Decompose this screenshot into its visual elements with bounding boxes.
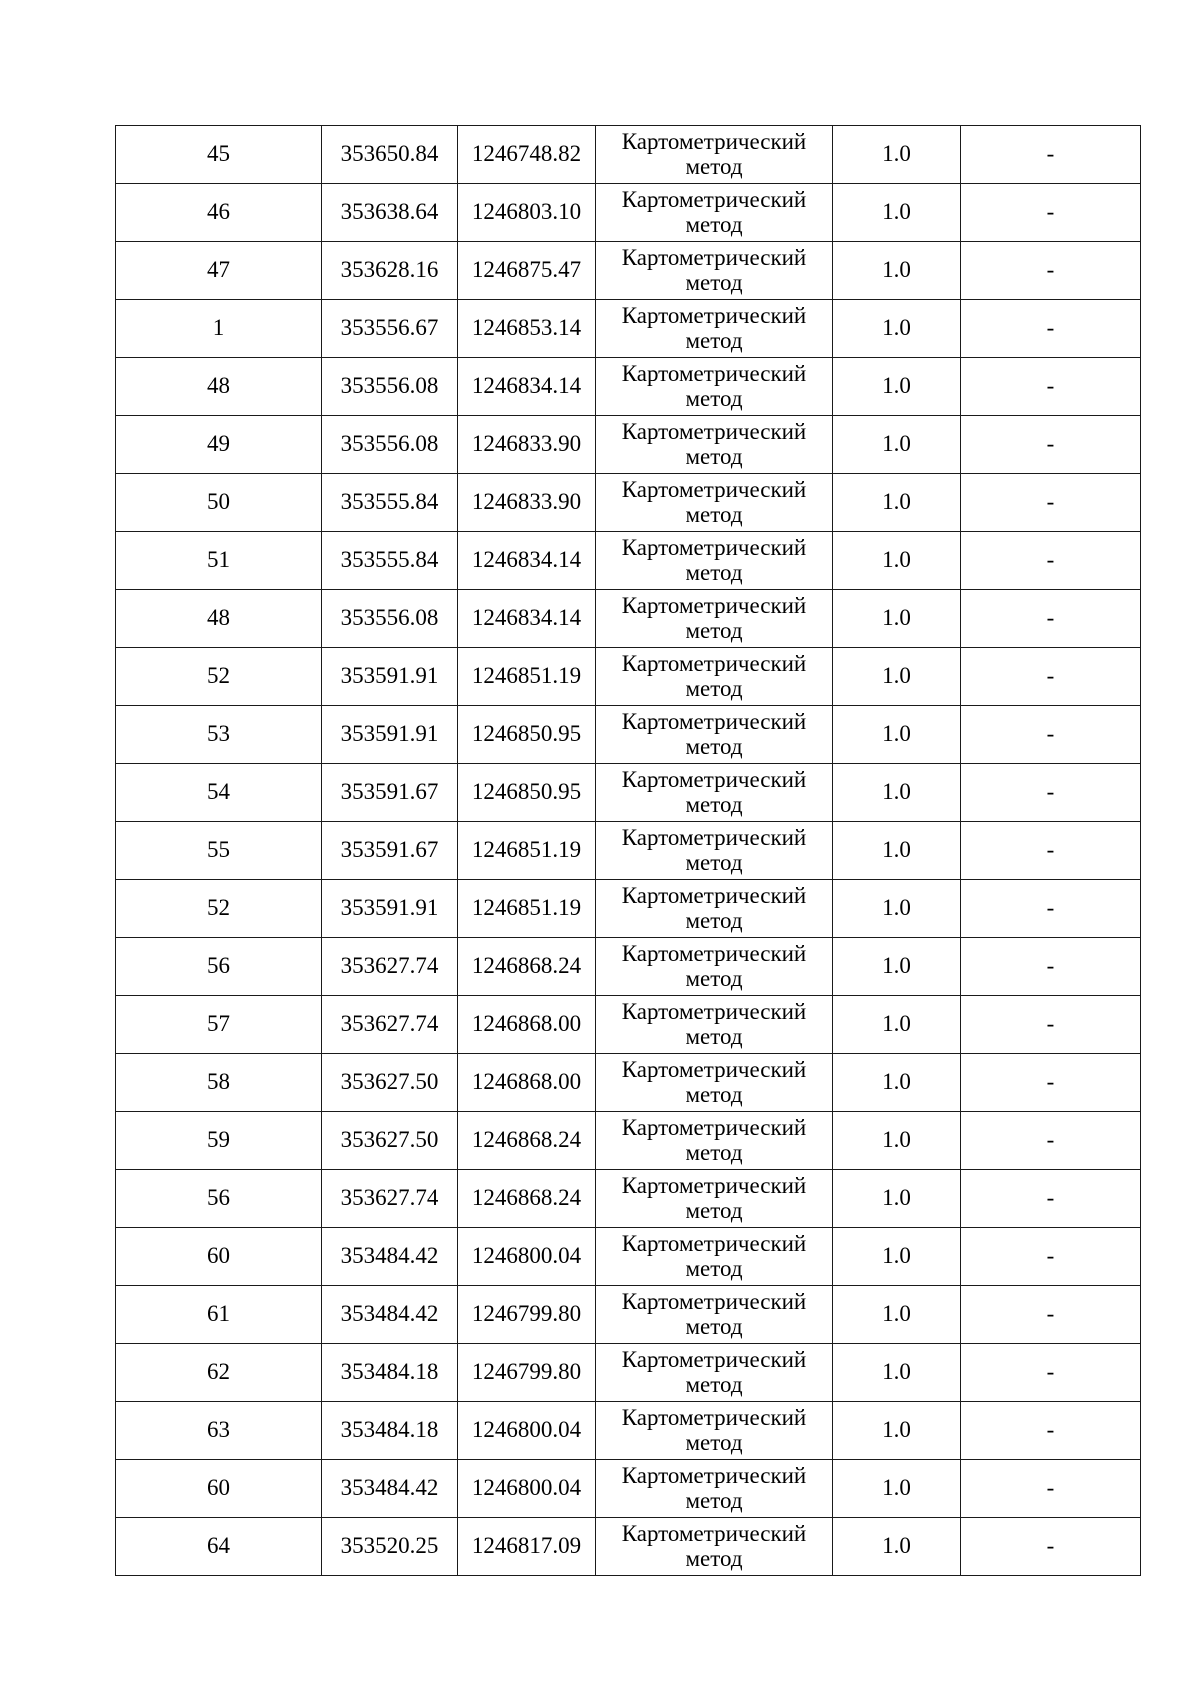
point-number-cell: 50	[116, 474, 322, 532]
y-coordinate-cell: 1246817.09	[458, 1518, 596, 1576]
x-coordinate-cell: 353555.84	[322, 474, 458, 532]
accuracy-cell: 1.0	[833, 996, 961, 1054]
method-cell	[596, 1112, 833, 1170]
x-coordinate-cell: 353484.18	[322, 1344, 458, 1402]
accuracy-cell: 1.0	[833, 1112, 961, 1170]
method-line-1: Картометрический	[621, 825, 807, 851]
method-line-2: метод	[685, 1081, 743, 1107]
accuracy-cell: 1.0	[833, 1402, 961, 1460]
x-coordinate-cell: 353484.42	[322, 1460, 458, 1518]
y-coordinate-cell: 1246800.04	[458, 1460, 596, 1518]
method-line-1: Картометрический	[621, 303, 807, 329]
table-row	[116, 358, 1141, 416]
x-coordinate-cell: 353591.91	[322, 706, 458, 764]
method-cell	[596, 1402, 833, 1460]
x-coordinate-cell: 353591.67	[322, 822, 458, 880]
table-row	[116, 184, 1141, 242]
method-line-2: метод	[685, 1023, 743, 1049]
x-coordinate-cell: 353591.91	[322, 880, 458, 938]
accuracy-cell: 1.0	[833, 1460, 961, 1518]
accuracy-cell: 1.0	[833, 184, 961, 242]
accuracy-cell: 1.0	[833, 474, 961, 532]
method-line-1: Картометрический	[621, 535, 807, 561]
method-line-2: метод	[685, 965, 743, 991]
table-row	[116, 1170, 1141, 1228]
y-coordinate-cell: 1246853.14	[458, 300, 596, 358]
method-cell	[596, 242, 833, 300]
method-line-2: метод	[685, 559, 743, 585]
method-cell	[596, 1170, 833, 1228]
method-cell	[596, 358, 833, 416]
table-row	[116, 474, 1141, 532]
table-row	[116, 996, 1141, 1054]
accuracy-cell: 1.0	[833, 416, 961, 474]
note-cell: -	[961, 358, 1141, 416]
note-cell: -	[961, 880, 1141, 938]
table-row	[116, 1402, 1141, 1460]
x-coordinate-cell: 353484.42	[322, 1286, 458, 1344]
method-cell	[596, 532, 833, 590]
point-number-cell: 56	[116, 938, 322, 996]
coordinates-table	[115, 125, 1141, 1576]
point-number-cell: 45	[116, 126, 322, 184]
y-coordinate-cell: 1246833.90	[458, 416, 596, 474]
note-cell: -	[961, 996, 1141, 1054]
table-row	[116, 300, 1141, 358]
accuracy-cell: 1.0	[833, 1518, 961, 1576]
x-coordinate-cell: 353520.25	[322, 1518, 458, 1576]
method-cell	[596, 416, 833, 474]
method-line-1: Картометрический	[621, 129, 807, 155]
accuracy-cell: 1.0	[833, 706, 961, 764]
accuracy-cell: 1.0	[833, 358, 961, 416]
accuracy-cell: 1.0	[833, 938, 961, 996]
y-coordinate-cell: 1246799.80	[458, 1286, 596, 1344]
y-coordinate-cell: 1246851.19	[458, 880, 596, 938]
method-line-1: Картометрический	[621, 477, 807, 503]
table-row	[116, 1228, 1141, 1286]
method-cell	[596, 184, 833, 242]
table-row	[116, 880, 1141, 938]
accuracy-cell: 1.0	[833, 300, 961, 358]
note-cell: -	[961, 1344, 1141, 1402]
method-line-2: метод	[685, 733, 743, 759]
x-coordinate-cell: 353650.84	[322, 126, 458, 184]
point-number-cell: 55	[116, 822, 322, 880]
y-coordinate-cell: 1246800.04	[458, 1228, 596, 1286]
point-number-cell: 64	[116, 1518, 322, 1576]
method-line-1: Картометрический	[621, 361, 807, 387]
note-cell: -	[961, 416, 1141, 474]
note-cell: -	[961, 764, 1141, 822]
x-coordinate-cell: 353556.08	[322, 590, 458, 648]
y-coordinate-cell: 1246834.14	[458, 590, 596, 648]
method-cell	[596, 822, 833, 880]
y-coordinate-cell: 1246834.14	[458, 532, 596, 590]
table-row	[116, 126, 1141, 184]
method-line-2: метод	[685, 211, 743, 237]
method-line-1: Картометрический	[621, 651, 807, 677]
x-coordinate-cell: 353627.50	[322, 1112, 458, 1170]
x-coordinate-cell: 353556.08	[322, 416, 458, 474]
method-line-1: Картометрический	[621, 1057, 807, 1083]
table-row	[116, 1054, 1141, 1112]
y-coordinate-cell: 1246868.00	[458, 996, 596, 1054]
table-row	[116, 1112, 1141, 1170]
method-cell	[596, 1460, 833, 1518]
method-line-2: метод	[685, 443, 743, 469]
method-line-2: метод	[685, 849, 743, 875]
accuracy-cell: 1.0	[833, 880, 961, 938]
accuracy-cell: 1.0	[833, 648, 961, 706]
note-cell: -	[961, 1402, 1141, 1460]
method-cell	[596, 1344, 833, 1402]
note-cell: -	[961, 126, 1141, 184]
method-cell	[596, 300, 833, 358]
table-row	[116, 1518, 1141, 1576]
method-line-1: Картометрический	[621, 419, 807, 445]
method-line-2: метод	[685, 385, 743, 411]
table-row	[116, 1344, 1141, 1402]
note-cell: -	[961, 184, 1141, 242]
method-line-2: метод	[685, 617, 743, 643]
note-cell: -	[961, 1112, 1141, 1170]
x-coordinate-cell: 353627.74	[322, 1170, 458, 1228]
y-coordinate-cell: 1246868.24	[458, 1170, 596, 1228]
point-number-cell: 51	[116, 532, 322, 590]
note-cell: -	[961, 590, 1141, 648]
note-cell: -	[961, 822, 1141, 880]
x-coordinate-cell: 353627.74	[322, 938, 458, 996]
x-coordinate-cell: 353591.91	[322, 648, 458, 706]
x-coordinate-cell: 353627.50	[322, 1054, 458, 1112]
y-coordinate-cell: 1246800.04	[458, 1402, 596, 1460]
method-line-1: Картометрический	[621, 709, 807, 735]
method-cell	[596, 764, 833, 822]
method-cell	[596, 1228, 833, 1286]
point-number-cell: 46	[116, 184, 322, 242]
method-line-1: Картометрический	[621, 187, 807, 213]
method-line-2: метод	[685, 1545, 743, 1571]
note-cell: -	[961, 532, 1141, 590]
y-coordinate-cell: 1246868.24	[458, 938, 596, 996]
method-cell	[596, 126, 833, 184]
table-row	[116, 416, 1141, 474]
method-line-1: Картометрический	[621, 1231, 807, 1257]
point-number-cell: 62	[116, 1344, 322, 1402]
x-coordinate-cell: 353591.67	[322, 764, 458, 822]
y-coordinate-cell: 1246850.95	[458, 706, 596, 764]
point-number-cell: 48	[116, 358, 322, 416]
x-coordinate-cell: 353627.74	[322, 996, 458, 1054]
method-line-1: Картометрический	[621, 1405, 807, 1431]
note-cell: -	[961, 1228, 1141, 1286]
x-coordinate-cell: 353628.16	[322, 242, 458, 300]
method-line-2: метод	[685, 907, 743, 933]
accuracy-cell: 1.0	[833, 1344, 961, 1402]
table-row	[116, 1460, 1141, 1518]
x-coordinate-cell: 353484.18	[322, 1402, 458, 1460]
y-coordinate-cell: 1246834.14	[458, 358, 596, 416]
point-number-cell: 60	[116, 1460, 322, 1518]
accuracy-cell: 1.0	[833, 1054, 961, 1112]
accuracy-cell: 1.0	[833, 1286, 961, 1344]
note-cell: -	[961, 1054, 1141, 1112]
table-row	[116, 822, 1141, 880]
accuracy-cell: 1.0	[833, 822, 961, 880]
method-line-2: метод	[685, 153, 743, 179]
point-number-cell: 63	[116, 1402, 322, 1460]
y-coordinate-cell: 1246850.95	[458, 764, 596, 822]
method-line-2: метод	[685, 1255, 743, 1281]
method-cell	[596, 880, 833, 938]
method-line-2: метод	[685, 1197, 743, 1223]
accuracy-cell: 1.0	[833, 1170, 961, 1228]
point-number-cell: 49	[116, 416, 322, 474]
method-line-1: Картометрический	[621, 941, 807, 967]
table-row	[116, 706, 1141, 764]
x-coordinate-cell: 353638.64	[322, 184, 458, 242]
note-cell: -	[961, 474, 1141, 532]
y-coordinate-cell: 1246851.19	[458, 822, 596, 880]
method-cell	[596, 938, 833, 996]
table-row	[116, 648, 1141, 706]
method-line-2: метод	[685, 1313, 743, 1339]
method-line-2: метод	[685, 269, 743, 295]
table-row	[116, 938, 1141, 996]
method-line-1: Картометрический	[621, 767, 807, 793]
method-line-1: Картометрический	[621, 1521, 807, 1547]
note-cell: -	[961, 706, 1141, 764]
y-coordinate-cell: 1246803.10	[458, 184, 596, 242]
method-line-1: Картометрический	[621, 1347, 807, 1373]
method-cell	[596, 996, 833, 1054]
method-line-1: Картометрический	[621, 1173, 807, 1199]
y-coordinate-cell: 1246799.80	[458, 1344, 596, 1402]
x-coordinate-cell: 353556.08	[322, 358, 458, 416]
point-number-cell: 48	[116, 590, 322, 648]
point-number-cell: 1	[116, 300, 322, 358]
method-line-2: метод	[685, 1487, 743, 1513]
coordinates-table-body	[116, 126, 1141, 1576]
method-line-1: Картометрический	[621, 1289, 807, 1315]
note-cell: -	[961, 1460, 1141, 1518]
table-row	[116, 764, 1141, 822]
method-cell	[596, 648, 833, 706]
point-number-cell: 47	[116, 242, 322, 300]
y-coordinate-cell: 1246875.47	[458, 242, 596, 300]
method-line-1: Картометрический	[621, 883, 807, 909]
method-line-2: метод	[685, 791, 743, 817]
table-row	[116, 1286, 1141, 1344]
point-number-cell: 60	[116, 1228, 322, 1286]
method-line-1: Картометрический	[621, 1463, 807, 1489]
note-cell: -	[961, 300, 1141, 358]
method-line-2: метод	[685, 1139, 743, 1165]
method-line-2: метод	[685, 1371, 743, 1397]
method-line-1: Картометрический	[621, 999, 807, 1025]
y-coordinate-cell: 1246851.19	[458, 648, 596, 706]
accuracy-cell: 1.0	[833, 1228, 961, 1286]
note-cell: -	[961, 1286, 1141, 1344]
accuracy-cell: 1.0	[833, 126, 961, 184]
method-line-2: метод	[685, 327, 743, 353]
y-coordinate-cell: 1246833.90	[458, 474, 596, 532]
note-cell: -	[961, 1518, 1141, 1576]
method-cell	[596, 706, 833, 764]
x-coordinate-cell: 353555.84	[322, 532, 458, 590]
point-number-cell: 57	[116, 996, 322, 1054]
point-number-cell: 52	[116, 880, 322, 938]
note-cell: -	[961, 1170, 1141, 1228]
table-row	[116, 590, 1141, 648]
accuracy-cell: 1.0	[833, 242, 961, 300]
x-coordinate-cell: 353484.42	[322, 1228, 458, 1286]
accuracy-cell: 1.0	[833, 590, 961, 648]
point-number-cell: 53	[116, 706, 322, 764]
method-line-2: метод	[685, 501, 743, 527]
note-cell: -	[961, 938, 1141, 996]
y-coordinate-cell: 1246868.00	[458, 1054, 596, 1112]
accuracy-cell: 1.0	[833, 532, 961, 590]
point-number-cell: 56	[116, 1170, 322, 1228]
method-line-1: Картометрический	[621, 593, 807, 619]
accuracy-cell: 1.0	[833, 764, 961, 822]
method-cell	[596, 590, 833, 648]
method-line-2: метод	[685, 675, 743, 701]
method-cell	[596, 1286, 833, 1344]
method-cell	[596, 1518, 833, 1576]
x-coordinate-cell: 353556.67	[322, 300, 458, 358]
table-row	[116, 242, 1141, 300]
method-cell	[596, 1054, 833, 1112]
note-cell: -	[961, 242, 1141, 300]
point-number-cell: 54	[116, 764, 322, 822]
point-number-cell: 61	[116, 1286, 322, 1344]
point-number-cell: 59	[116, 1112, 322, 1170]
note-cell: -	[961, 648, 1141, 706]
method-line-1: Картометрический	[621, 245, 807, 271]
method-cell	[596, 474, 833, 532]
method-line-1: Картометрический	[621, 1115, 807, 1141]
method-line-2: метод	[685, 1429, 743, 1455]
table-row	[116, 532, 1141, 590]
point-number-cell: 58	[116, 1054, 322, 1112]
point-number-cell: 52	[116, 648, 322, 706]
y-coordinate-cell: 1246748.82	[458, 126, 596, 184]
y-coordinate-cell: 1246868.24	[458, 1112, 596, 1170]
